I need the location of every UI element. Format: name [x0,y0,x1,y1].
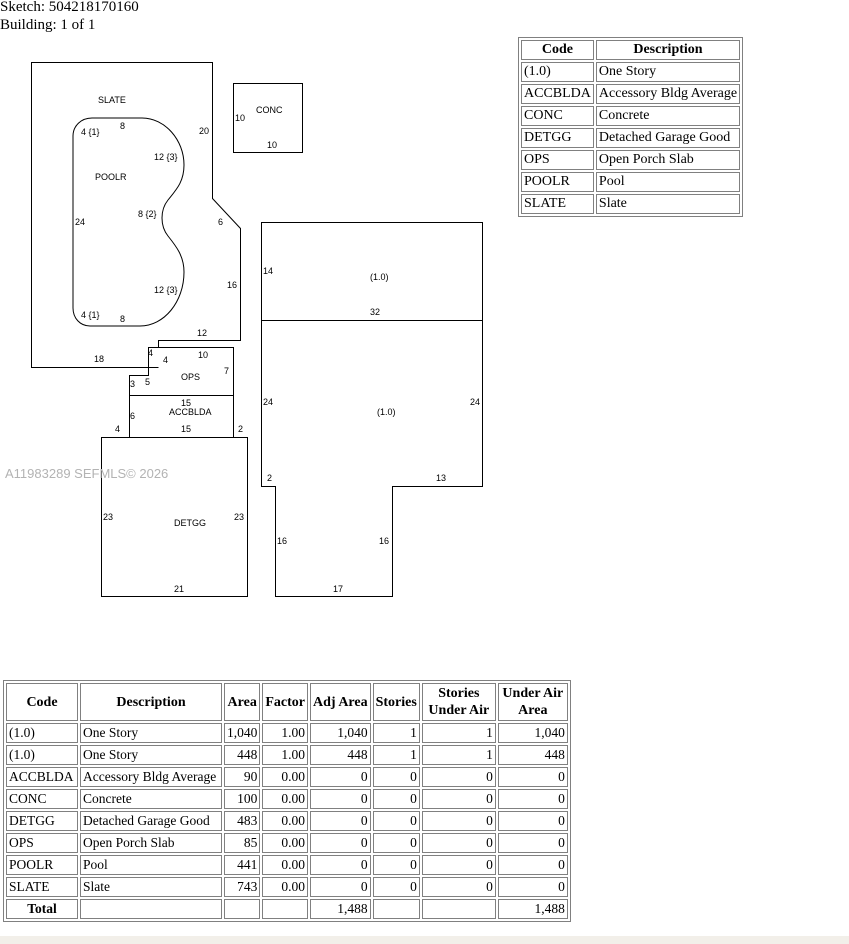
dim-label: 23 [234,512,245,522]
area-code: DETGG [6,811,78,831]
area-under-air-area: 1,040 [498,723,568,743]
dim-label: 4 [148,348,154,358]
page-bottom-strip [0,936,849,944]
story-top-label: (1.0) [370,272,389,282]
area-description: Slate [80,877,222,897]
area-row [6,767,568,787]
area-adj-area: 0 [310,877,371,897]
area-value: 90 [224,767,260,787]
dim-label: 20 [199,126,210,136]
legend-code: CONC [521,106,594,126]
area-factor: 0.00 [262,767,308,787]
dim-label: 2 [238,424,244,434]
area-under-air-area: 0 [498,855,568,875]
dim-label: 12 {3} [154,285,178,295]
legend-header-description: Description [596,40,740,60]
area-adj-area: 448 [310,745,371,765]
area-summary-table [3,680,571,922]
dim-label: 15 [181,398,192,408]
area-stories-under-air: 0 [422,767,496,787]
area-value: 100 [224,789,260,809]
area-adj-area: 0 [310,855,371,875]
area-stories-under-air: 0 [422,811,496,831]
area-stories-under-air: 0 [422,855,496,875]
area-stories-under-air: 1 [422,745,496,765]
legend-row [521,172,740,192]
area-factor: 0.00 [262,811,308,831]
dim-label: 8 {2} [138,209,157,219]
area-description: Detached Garage Good [80,811,222,831]
legend-description: Detached Garage Good [596,128,740,148]
area-stories: 0 [373,855,420,875]
area-factor: 0.00 [262,877,308,897]
total-empty-cell [262,899,308,919]
legend-row [521,128,740,148]
dim-label: 4 {1} [81,310,100,320]
area-adj-area: 0 [310,811,371,831]
area-code: POOLR [6,855,78,875]
slate-outline [32,63,241,368]
area-adj-area: 1,040 [310,723,371,743]
dim-label: 4 [115,424,121,434]
legend-row [521,106,740,126]
area-header-area: Area [224,683,260,721]
area-factor: 1.00 [262,745,308,765]
area-code: CONC [6,789,78,809]
total-under-air-area: 1,488 [498,899,568,919]
sketch-id-label: Sketch: 504218170160 [0,0,139,15]
area-stories: 1 [373,723,420,743]
building-count-label: Building: 1 of 1 [0,17,96,33]
area-stories: 0 [373,789,420,809]
dim-label: 2 [267,473,273,483]
area-under-air-area: 0 [498,767,568,787]
dim-label: 24 [263,397,274,407]
area-factor: 1.00 [262,723,308,743]
area-code: OPS [6,833,78,853]
dim-label: 10 [198,350,209,360]
total-empty-cell [80,899,222,919]
dim-label: 13 [436,473,447,483]
legend-header-row [521,40,740,60]
area-code: (1.0) [6,745,78,765]
area-under-air-area: 0 [498,877,568,897]
legend-row [521,84,740,104]
area-description: Accessory Bldg Average [80,767,222,787]
area-row [6,789,568,809]
dim-label: 17 [333,584,344,594]
total-empty-cell [224,899,260,919]
area-value: 483 [224,811,260,831]
legend-code: (1.0) [521,62,594,82]
legend-description: Concrete [596,106,740,126]
area-row [6,745,568,765]
area-factor: 0.00 [262,833,308,853]
code-legend-table [518,37,743,217]
area-under-air-area: 448 [498,745,568,765]
total-empty-cell [373,899,420,919]
detgg-outline [102,438,248,597]
area-adj-area: 0 [310,833,371,853]
area-value: 743 [224,877,260,897]
dim-label: 16 [379,536,390,546]
area-stories: 0 [373,767,420,787]
total-empty-cell [422,899,496,919]
legend-description: One Story [596,62,740,82]
area-header-stories: Stories [373,683,420,721]
dim-label: 8 [120,121,126,131]
total-label: Total [6,899,78,919]
dim-label: 21 [174,584,185,594]
area-code: ACCBLDA [6,767,78,787]
legend-row [521,150,740,170]
area-header-stories-under-air: Stories Under Air [422,683,496,721]
area-value: 448 [224,745,260,765]
legend-code: ACCBLDA [521,84,594,104]
dim-label: 16 [227,280,238,290]
dim-label: 10 [235,113,246,123]
dim-label: 8 [120,314,126,324]
area-total-row [6,899,568,919]
legend-code: POOLR [521,172,594,192]
area-value: 1,040 [224,723,260,743]
area-description: Open Porch Slab [80,833,222,853]
legend-description: Accessory Bldg Average [596,84,740,104]
dim-label: 4 {1} [81,127,100,137]
area-row [6,877,568,897]
area-under-air-area: 0 [498,789,568,809]
legend-description: Slate [596,194,740,214]
area-stories: 0 [373,833,420,853]
accblda-label: ACCBLDA [169,407,212,417]
dim-label: 7 [224,366,230,376]
area-code: (1.0) [6,723,78,743]
dim-label: 14 [263,266,274,276]
legend-row [521,62,740,82]
legend-row [521,194,740,214]
area-stories-under-air: 0 [422,789,496,809]
dim-label: 6 [218,217,224,227]
legend-code: SLATE [521,194,594,214]
area-adj-area: 0 [310,789,371,809]
area-header-code: Code [6,683,78,721]
area-stories: 1 [373,745,420,765]
area-adj-area: 0 [310,767,371,787]
area-header-row [6,683,568,721]
dim-label: 32 [370,307,381,317]
legend-description: Pool [596,172,740,192]
legend-description: Open Porch Slab [596,150,740,170]
area-stories-under-air: 0 [422,877,496,897]
area-row [6,723,568,743]
area-value: 441 [224,855,260,875]
dim-label: 18 [94,354,105,364]
area-stories-under-air: 0 [422,833,496,853]
total-adj-area: 1,488 [310,899,371,919]
area-header-adj-area: Adj Area [310,683,371,721]
dim-label: 16 [277,536,288,546]
dim-label: 10 [267,140,278,150]
dim-label: 5 [145,377,151,387]
area-value: 85 [224,833,260,853]
dim-label: 24 [75,217,86,227]
area-factor: 0.00 [262,855,308,875]
area-stories: 0 [373,877,420,897]
area-description: One Story [80,745,222,765]
dim-label: 24 [470,397,481,407]
poolr-label: POOLR [95,172,127,182]
area-header-under-air-area: Under Air Area [498,683,568,721]
area-row [6,855,568,875]
legend-code: OPS [521,150,594,170]
dim-label: 3 [130,379,136,389]
area-stories: 0 [373,811,420,831]
dim-label: 12 [197,328,208,338]
area-factor: 0.00 [262,789,308,809]
dim-label: 4 [163,355,169,365]
area-description: One Story [80,723,222,743]
detgg-label: DETGG [174,518,207,528]
area-description: Pool [80,855,222,875]
area-under-air-area: 0 [498,811,568,831]
area-description: Concrete [80,789,222,809]
slate-label: SLATE [98,95,126,105]
story-main-label: (1.0) [377,407,396,417]
conc-label: CONC [256,105,283,115]
watermark: A11983289 SEFMLS© 2026 [5,466,169,481]
area-row [6,811,568,831]
ops-label: OPS [181,372,201,382]
legend-code: DETGG [521,128,594,148]
area-code: SLATE [6,877,78,897]
dim-label: 6 [130,411,136,421]
area-stories-under-air: 1 [422,723,496,743]
dim-label: 15 [181,424,192,434]
legend-header-code: Code [521,40,594,60]
dim-label: 12 {3} [154,152,178,162]
area-header-factor: Factor [262,683,308,721]
area-header-description: Description [80,683,222,721]
area-under-air-area: 0 [498,833,568,853]
dim-label: 23 [103,512,114,522]
area-row [6,833,568,853]
